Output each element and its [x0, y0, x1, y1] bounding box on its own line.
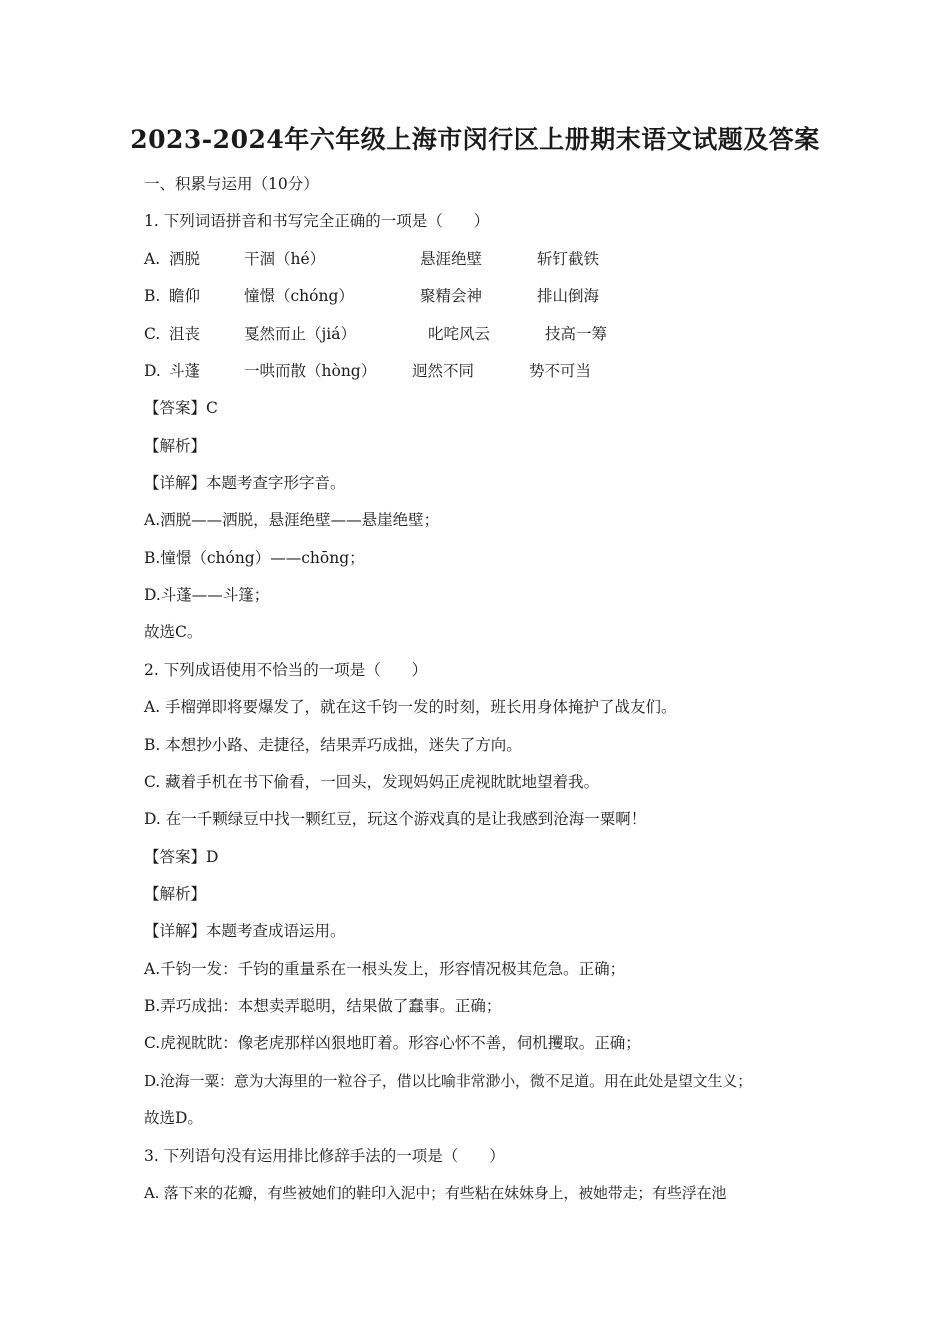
question-3-stem: 3. 下列语句没有运用排比修辞手法的一项是（ ）	[144, 1147, 505, 1165]
question-1-option-b	[144, 284, 824, 308]
option-word: 戛然而止（jiá）	[244, 325, 357, 343]
question-3-option-a: A. 落下来的花瓣，有些被她们的鞋印入泥中；有些粘在妹妹身上，被她带走；有些浮在池	[144, 1184, 727, 1202]
question-1-note: D.斗蓬——斗篷；	[144, 586, 270, 604]
option-label: B.	[144, 287, 161, 305]
option-word: 洒脱	[169, 250, 201, 268]
option-word: 斗蓬	[169, 362, 201, 380]
question-1-analysis-heading: 【解析】	[144, 437, 207, 455]
question-1-conclusion: 故选C。	[144, 623, 203, 641]
option-word: 技高一筹	[545, 325, 608, 343]
option-word: 悬涯绝壁	[420, 250, 483, 268]
option-word: 排山倒海	[537, 287, 600, 305]
question-1-option-a	[144, 247, 824, 271]
question-2-stem: 2. 下列成语使用不恰当的一项是（ ）	[144, 661, 428, 679]
question-2-note: D.沧海一粟：意为大海里的一粒谷子，借以比喻非常渺小，微不足道。用在此处是望文生义；	[144, 1072, 752, 1090]
question-2-option-a: A. 手榴弹即将要爆发了，就在这千钧一发的时刻，班长用身体掩护了战友们。	[144, 698, 677, 716]
question-2-answer: 【答案】D	[144, 848, 219, 866]
option-label: C.	[144, 325, 161, 343]
option-word: 沮丧	[169, 325, 201, 343]
document-title: 2023-2024年六年级上海市闵行区上册期末语文试题及答案	[130, 125, 820, 154]
section-heading: 一、积累与运用（10分）	[144, 175, 319, 193]
question-1-note: A.洒脱——洒脱，悬涯绝壁——悬崖绝壁；	[144, 511, 440, 529]
question-2-analysis-heading: 【解析】	[144, 885, 207, 903]
option-word: 势不可当	[529, 362, 592, 380]
question-2-conclusion: 故选D。	[144, 1109, 203, 1127]
option-word: 憧憬（chóng）	[244, 287, 354, 305]
question-1-answer: 【答案】C	[144, 399, 218, 417]
question-2-option-d: D. 在一千颗绿豆中找一颗红豆，玩这个游戏真的是让我感到沧海一粟啊！	[144, 810, 647, 828]
question-1-stem: 1. 下列词语拼音和书写完全正确的一项是（ ）	[144, 212, 490, 230]
question-1-option-c	[144, 322, 824, 346]
question-2-note: C.虎视眈眈：像老虎那样凶狠地盯着。形容心怀不善，伺机攫取。正确；	[144, 1034, 641, 1052]
option-label: A.	[144, 250, 161, 268]
question-2-note: B.弄巧成拙：本想卖弄聪明，结果做了蠢事。正确；	[144, 997, 502, 1015]
option-word: 迥然不同	[412, 362, 475, 380]
option-word: 瞻仰	[169, 287, 201, 305]
question-1-detail: 【详解】本题考查字形字音。	[144, 474, 346, 492]
question-2-option-c: C. 藏着手机在书下偷看，一回头，发现妈妈正虎视眈眈地望着我。	[144, 773, 600, 791]
option-word: 干涸（hé）	[244, 250, 326, 268]
option-word: 聚精会神	[420, 287, 483, 305]
option-word: 叱咤风云	[428, 325, 491, 343]
question-2-note: A.千钧一发：千钧的重量系在一根头发上，形容情况极其危急。正确；	[144, 960, 626, 978]
option-label: D.	[144, 362, 161, 380]
question-2-detail: 【详解】本题考查成语运用。	[144, 922, 346, 940]
option-word: 一哄而散（hòng）	[244, 362, 377, 380]
question-1-note: B.憧憬（chóng）——chōng；	[144, 549, 365, 567]
option-word: 斩钉截铁	[537, 250, 600, 268]
question-2-option-b: B. 本想抄小路、走捷径，结果弄巧成拙，迷失了方向。	[144, 736, 522, 754]
question-1-option-d	[144, 359, 824, 383]
